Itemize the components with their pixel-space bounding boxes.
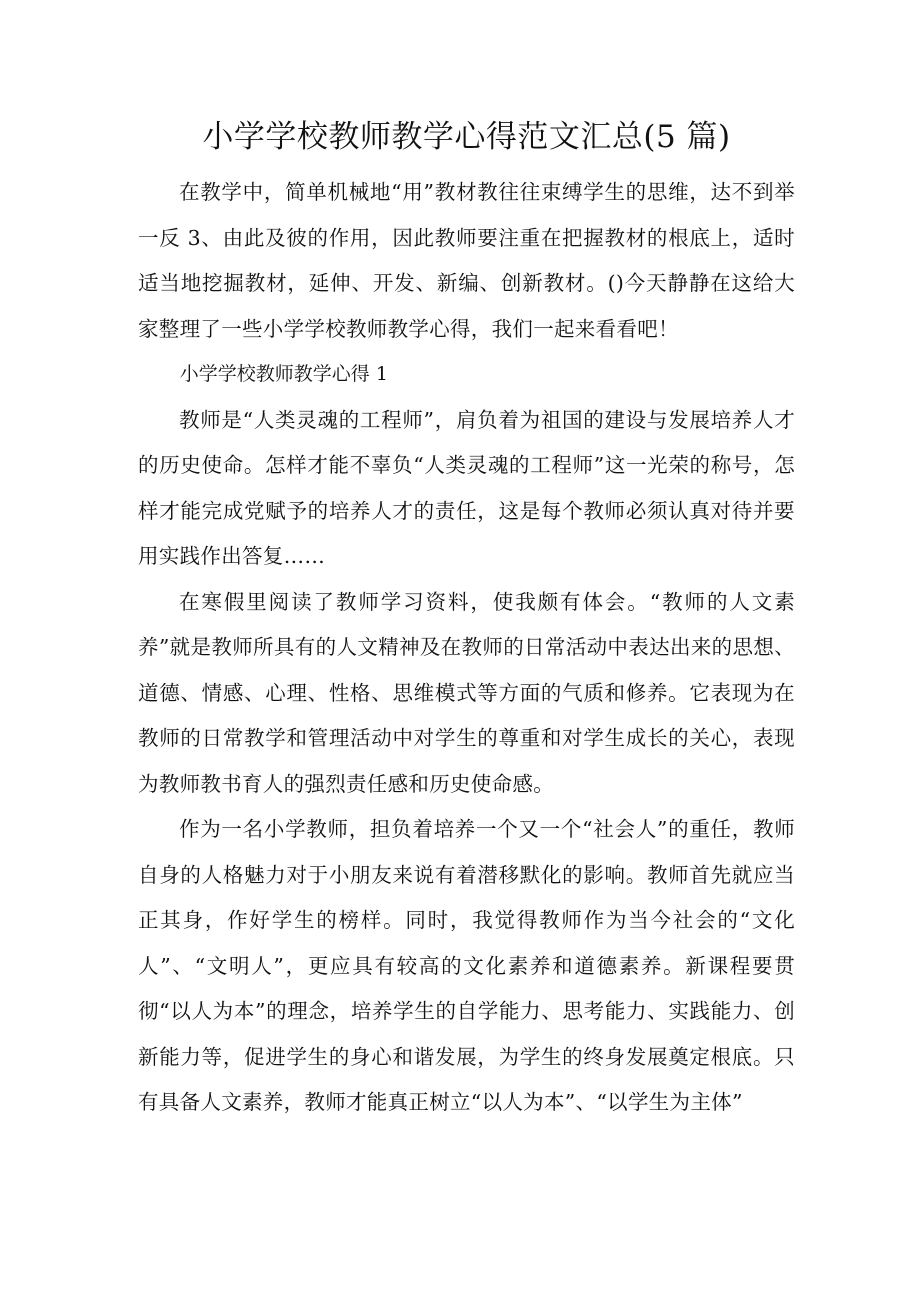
body-paragraph-1: 教师是“人类灵魂的工程师”，肩负着为祖国的建设与发展培养人才的历史使命。怎样才能不辜负“人类灵魂的工程师”这一光荣的称号，怎样才能完成党赋予的培养人才的责任，这是每个教师必须认真对待并要用实践作出答复…… xyxy=(138,407,795,568)
section-heading: 小学学校教师教学心得 1 xyxy=(179,363,388,385)
document-title: 小学学校教师教学心得范文汇总(5 篇) xyxy=(202,119,731,155)
body-paragraph-2: 在寒假里阅读了教师学习资料，使我颇有体会。“教师的人文素养”就是教师所具有的人文精神及在教师的日常活动中表达出来的思想、道德、情感、心理、性格、思维模式等方面的气质和修养。它表现为在教师的日常教学和管理活动中对学生的尊重和对学生成长的关心，表现为教师教书育人的强烈责任感和历史使命感。 xyxy=(138,589,795,796)
body-paragraph-3: 作为一名小学教师，担负着培养一个又一个“社会人”的重任，教师自身的人格魅力对于小朋友来说有着潜移默化的影响。教师首先就应当正其身，作好学生的榜样。同时，我觉得教师作为当今社会的“文化人”、“文明人”，更应具有较高的文化素养和道德素养。新课程要贯彻“以人为本”的理念，培养学生的自学能力、思考能力、实践能力、创新能力等，促进学生的身心和谐发展，为学生的终身发展奠定根底。只有具备人文素养，教师才能真正树立“以人为本”、“以学生为主体” xyxy=(138,817,795,1114)
document-page xyxy=(138,112,795,1126)
intro-paragraph: 在教学中，简单机械地“用”教材教往往束缚学生的思维，达不到举一反 3、由此及彼的作用，因此教师要注重在把握教材的根底上，适时适当地挖掘教材，延伸、开发、新编、创新教材。()今天静静在这给大家整理了一些小学学校教师教学心得，我们一起来看看吧！ xyxy=(138,180,795,341)
